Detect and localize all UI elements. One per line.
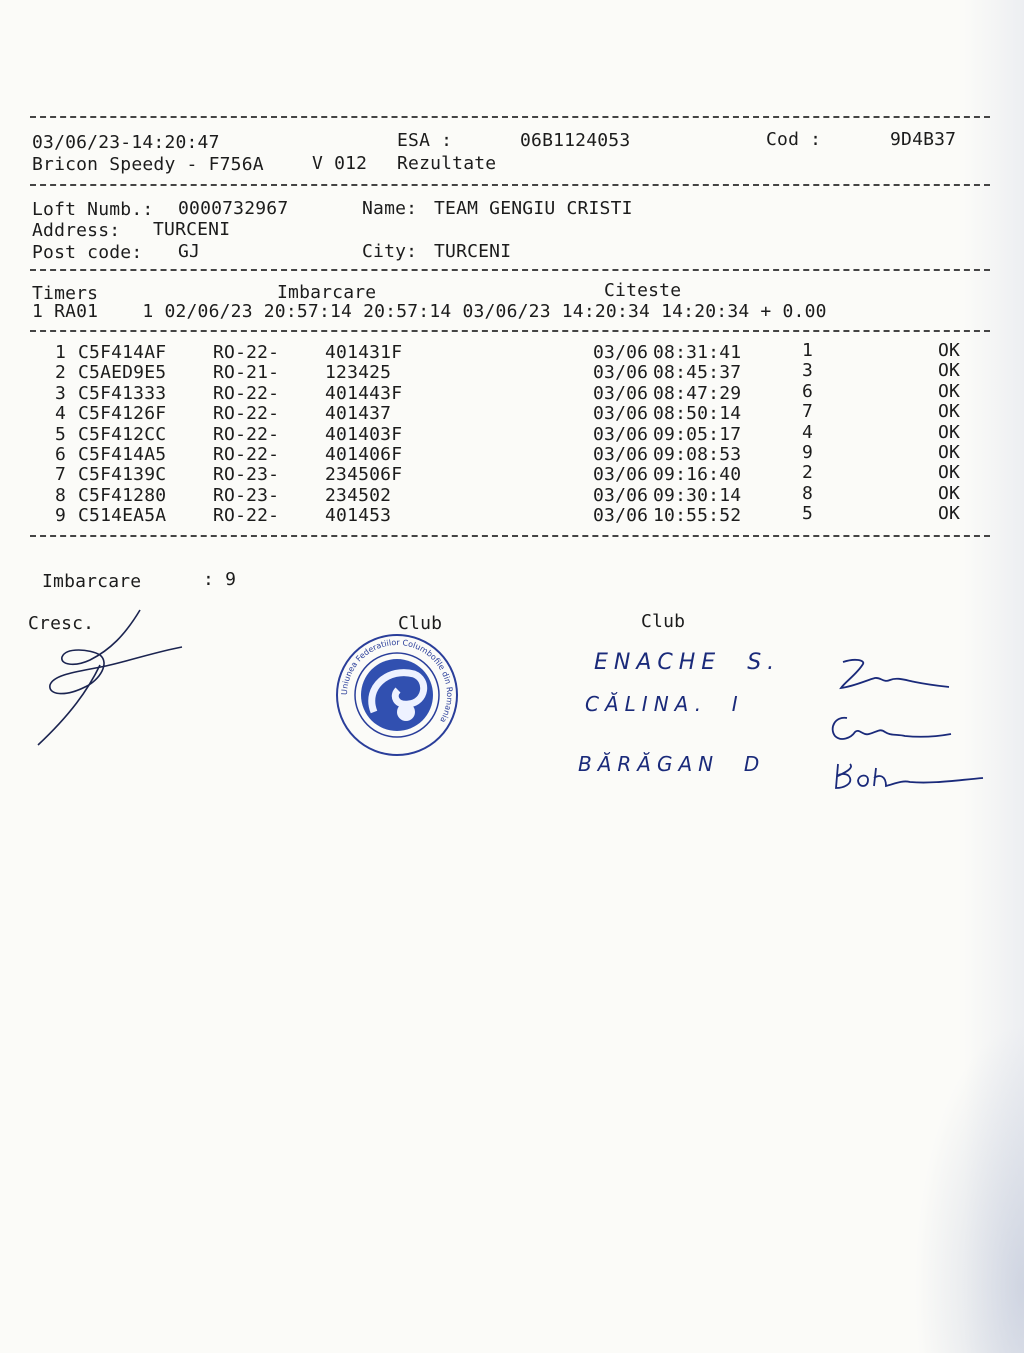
cresc-label: Cresc. <box>28 613 95 634</box>
address-value: TURCENI <box>153 219 231 240</box>
row-status: OK <box>938 503 961 525</box>
loft-label: Loft Numb.: <box>32 199 154 220</box>
row-position: 7 <box>802 401 814 423</box>
row-ring-prefix: RO-22- <box>213 342 280 363</box>
timers-citeste-label: Citeste <box>604 280 682 301</box>
row-time: 08:31:41 <box>653 342 742 363</box>
row-chip-id: C5AED9E5 <box>78 362 167 384</box>
row-index: 4 <box>55 403 67 425</box>
row-ring-prefix: RO-22- <box>213 423 280 445</box>
club-label-stamp: Club <box>398 613 443 634</box>
cod-value: 9D4B37 <box>890 129 957 150</box>
address-label: Address: <box>32 220 121 241</box>
timers-imbarcare-label: Imbarcare <box>277 282 377 303</box>
row-position: 1 <box>802 340 814 361</box>
club-signature-2 <box>825 710 955 750</box>
row-ring-number: 123425 <box>325 362 392 384</box>
row-ring-number: 401406F <box>325 444 403 465</box>
imbarcare-total-value: : 9 <box>203 569 237 590</box>
row-position: 4 <box>802 421 814 443</box>
row-date: 03/06 <box>593 505 649 527</box>
timer-row: 1 RA01 1 02/06/23 20:57:14 20:57:14 03/06/23 14:20:34 14:20:34 + 0.00 <box>32 301 827 322</box>
row-status: OK <box>938 442 961 463</box>
row-position: 8 <box>802 482 814 504</box>
divider-results <box>30 535 990 537</box>
club-label-signatures: Club <box>641 611 686 632</box>
club-signature-1 <box>835 650 955 700</box>
row-status: OK <box>938 421 961 443</box>
row-ring-prefix: RO-21- <box>213 362 280 384</box>
row-index: 6 <box>55 444 67 465</box>
report-title: Rezultate <box>397 153 497 174</box>
row-time: 10:55:52 <box>653 505 742 527</box>
divider-header <box>30 184 990 186</box>
row-index: 8 <box>55 484 67 506</box>
loft-value: 0000732967 <box>178 198 289 219</box>
cod-label: Cod : <box>766 129 822 150</box>
row-time: 08:45:37 <box>653 362 742 384</box>
row-ring-prefix: RO-23- <box>213 464 280 486</box>
handwritten-name-2: CĂLINA. I <box>585 692 744 716</box>
row-position: 9 <box>802 442 814 463</box>
divider-top <box>30 116 990 118</box>
row-chip-id: C5F41280 <box>78 484 167 506</box>
timers-label: Timers <box>32 283 99 304</box>
name-label: Name: <box>362 198 418 219</box>
row-position: 5 <box>802 503 814 525</box>
breeder-signature <box>30 605 190 750</box>
row-chip-id: C514EA5A <box>78 505 167 527</box>
imbarcare-total-label: Imbarcare <box>42 571 142 592</box>
row-date: 03/06 <box>593 484 649 506</box>
row-chip-id: C5F41333 <box>78 382 167 404</box>
row-status: OK <box>938 340 961 361</box>
row-date: 03/06 <box>593 444 649 465</box>
row-position: 3 <box>802 360 814 382</box>
postcode-label: Post code: <box>32 242 143 263</box>
row-time: 09:16:40 <box>653 464 742 486</box>
row-ring-number: 401437 <box>325 403 392 425</box>
row-date: 03/06 <box>593 342 649 363</box>
row-ring-number: 401403F <box>325 423 403 445</box>
row-ring-number: 401431F <box>325 342 403 363</box>
divider-timers <box>30 330 990 332</box>
row-ring-number: 234502 <box>325 484 392 506</box>
row-index: 7 <box>55 464 67 486</box>
row-position: 2 <box>802 462 814 484</box>
club-stamp <box>334 632 460 758</box>
device-name: Bricon Speedy - F756A <box>32 154 264 175</box>
row-ring-number: 401453 <box>325 505 392 527</box>
row-chip-id: C5F414AF <box>78 342 167 363</box>
device-version: V 012 <box>312 153 368 174</box>
row-index: 3 <box>55 382 67 404</box>
row-index: 2 <box>55 362 67 384</box>
row-chip-id: C5F4139C <box>78 464 167 486</box>
row-ring-prefix: RO-22- <box>213 403 280 425</box>
row-status: OK <box>938 462 961 484</box>
row-index: 5 <box>55 423 67 445</box>
row-status: OK <box>938 482 961 504</box>
row-chip-id: C5F414A5 <box>78 444 167 465</box>
row-date: 03/06 <box>593 423 649 445</box>
row-time: 09:08:53 <box>653 444 742 465</box>
handwritten-name-1: ENACHE S. <box>594 650 781 675</box>
row-time: 09:05:17 <box>653 423 742 445</box>
esa-label: ESA : <box>397 130 453 151</box>
row-position: 6 <box>802 380 814 402</box>
row-time: 08:50:14 <box>653 403 742 425</box>
esa-value: 06B1124053 <box>520 130 631 151</box>
row-ring-number: 234506F <box>325 464 403 486</box>
print-datetime: 03/06/23-14:20:47 <box>32 132 220 153</box>
row-status: OK <box>938 380 961 402</box>
row-time: 08:47:29 <box>653 382 742 404</box>
row-ring-prefix: RO-22- <box>213 382 280 404</box>
row-status: OK <box>938 401 961 423</box>
handwritten-name-3: BĂRĂGAN D <box>578 752 766 776</box>
row-status: OK <box>938 360 961 382</box>
row-chip-id: C5F412CC <box>78 423 167 445</box>
name-value: TEAM GENGIU CRISTI <box>434 198 633 219</box>
row-ring-number: 401443F <box>325 382 403 404</box>
postcode-value: GJ <box>178 241 201 262</box>
row-index: 1 <box>55 342 67 363</box>
city-label: City: <box>362 241 418 262</box>
row-date: 03/06 <box>593 382 649 404</box>
row-ring-prefix: RO-22- <box>213 505 280 527</box>
stamp-text: Uniunea Federatiilor Columbofile din Romania <box>339 637 455 725</box>
row-time: 09:30:14 <box>653 484 742 506</box>
row-date: 03/06 <box>593 464 649 486</box>
page-shadow-corner <box>914 1023 1024 1353</box>
divider-fancier <box>30 269 990 271</box>
row-chip-id: C5F4126F <box>78 403 167 425</box>
club-signature-3 <box>828 758 988 798</box>
row-ring-prefix: RO-22- <box>213 444 280 465</box>
row-ring-prefix: RO-23- <box>213 484 280 506</box>
row-index: 9 <box>55 505 67 527</box>
city-value: TURCENI <box>434 241 512 262</box>
row-date: 03/06 <box>593 362 649 384</box>
row-date: 03/06 <box>593 403 649 425</box>
